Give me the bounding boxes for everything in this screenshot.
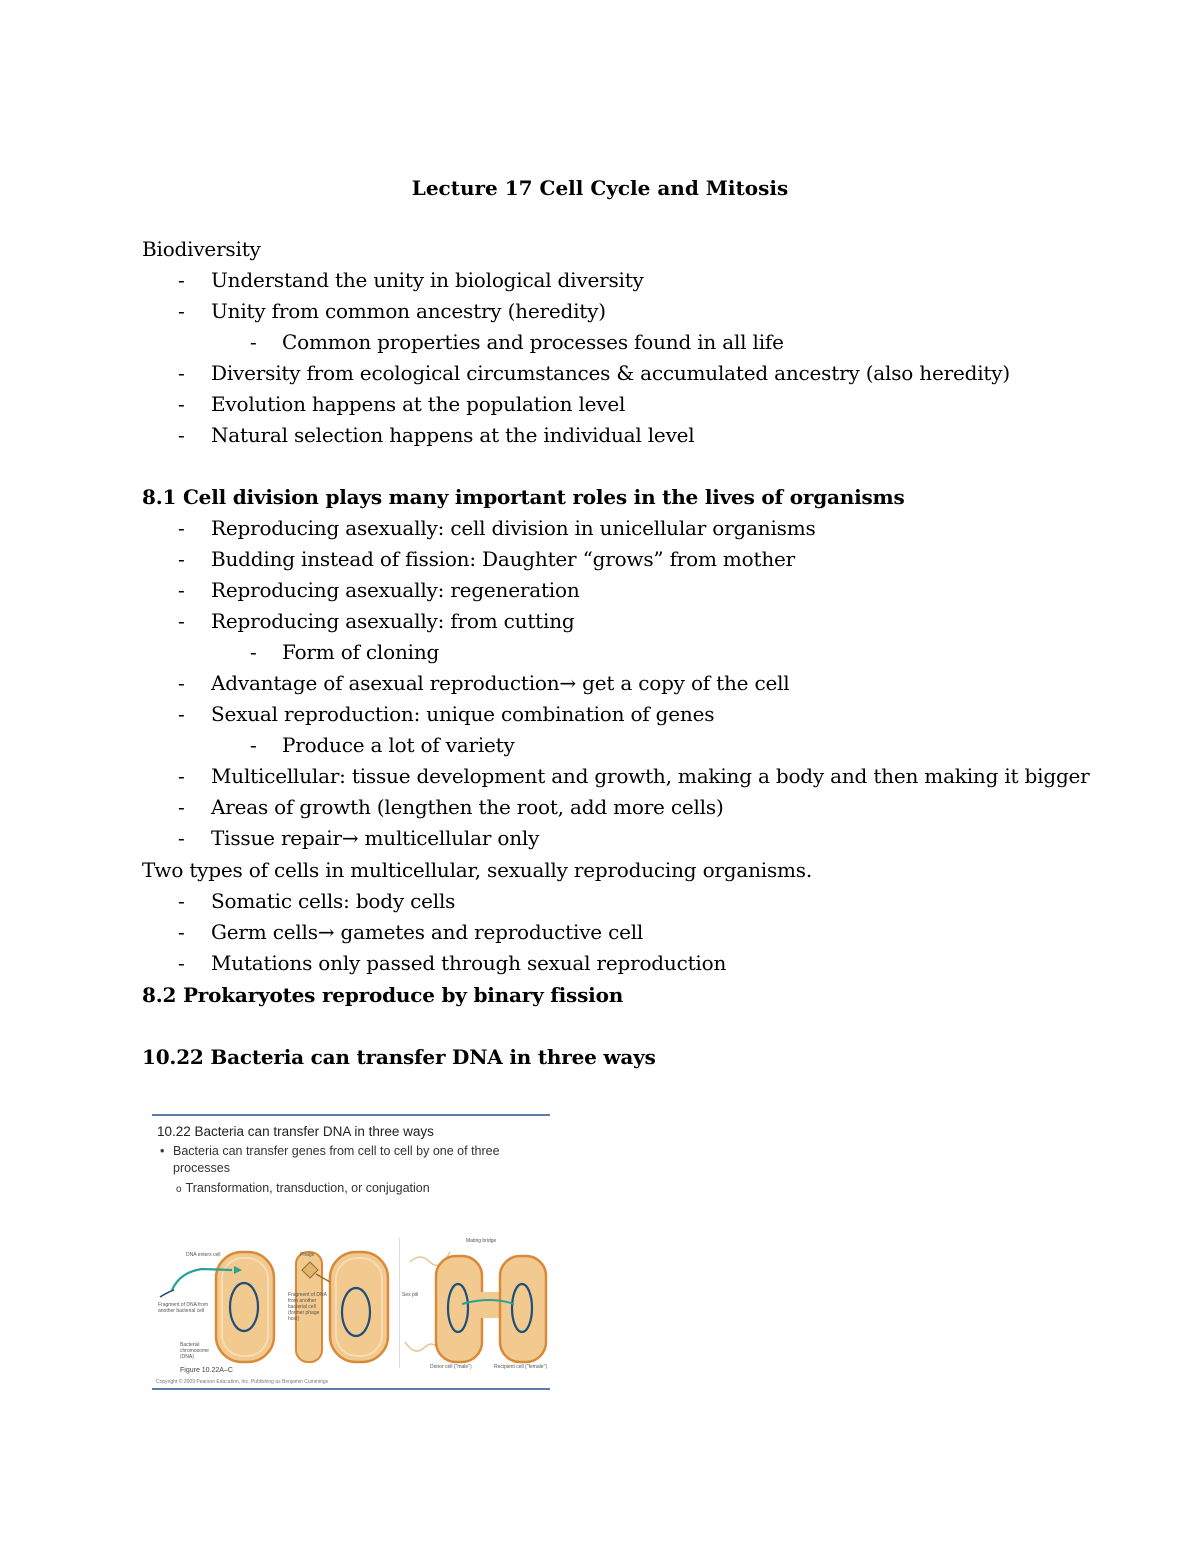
bullet-dash: - [178,826,185,850]
bullet-item [0,545,1200,573]
slide-copyright: Copyright © 2009 Pearson Education, Inc. Publishing as Benjamin Cummings [156,1379,329,1385]
label-dna-enters: DNA enters cell [186,1252,221,1258]
section-heading: 8.2 Prokaryotes reproduce by binary fission [142,983,624,1007]
section-heading: 10.22 Bacteria can transfer DNA in three ways [142,1045,656,1069]
bullet-item [0,793,1200,821]
bullet-dash: - [178,578,185,602]
bullet-text: Diversity from ecological circumstances & accumulated ancestry (also heredity) [211,361,1010,385]
bullet-dash: - [178,268,185,292]
slide-bullet-text: Bacteria can transfer genes from cell to cell by one of three processes [173,1144,500,1175]
bullet-dash: - [178,702,185,726]
bullet-text: Germ cells→ gametes and reproductive cell [211,920,644,944]
figure-caption: Figure 10.22A–C [180,1367,233,1374]
bullet-text: Sexual reproduction: unique combination of genes [211,702,715,726]
bullet-item [0,669,1200,697]
slide-bottom-rule [152,1388,550,1390]
dna-fragment [160,1290,174,1297]
bullet-text: Reproducing asexually: regeneration [211,578,580,602]
bullet-item [0,266,1200,294]
bullet-item [0,421,1200,449]
bullet-dash: - [178,951,185,975]
bullet-dash: - [178,609,185,633]
bullet-dash: - [178,423,185,447]
recipient-cell [500,1256,546,1362]
label-mating-bridge: Mating bridge [466,1238,497,1244]
bullet-text: Common properties and processes found in all life [282,330,784,354]
label-phage-fragment: Fragment of DNA from another bacterial cell (former phage host) [288,1292,327,1322]
bullet-item [0,700,1200,728]
bullet-dash: - [178,671,185,695]
bullet-item [0,297,1200,325]
bullet-dash: - [178,795,185,819]
bullet-text: Mutations only passed through sexual reproduction [211,951,727,975]
bullet-item [0,607,1200,635]
bullet-text: Form of cloning [282,640,440,664]
bullet-text: Evolution happens at the population level [211,392,626,416]
slide-sub-mark: o [176,1184,182,1195]
bullet-text: Produce a lot of variety [282,733,515,757]
bullet-item [0,359,1200,387]
bullet-dash: - [178,920,185,944]
bullet-text: Tissue repair→ multicellular only [211,826,540,850]
label-phage: Phage [300,1252,315,1258]
bullet-text: Areas of growth (lengthen the root, add more cells) [211,795,724,819]
bullet-text: Natural selection happens at the individual level [211,423,695,447]
bullet-item [0,824,1200,852]
bullet-dash: - [178,392,185,416]
bullet-item [0,576,1200,604]
label-recipient: Recipient cell ("female") [494,1364,548,1370]
bullet-dash: - [178,764,185,788]
conjugation-panel [399,1238,546,1368]
bullet-dash: - [178,547,185,571]
bullet-item [0,887,1200,915]
bullet-item [0,762,1200,790]
bullet-text: Advantage of asexual reproduction→ get a copy of the cell [211,671,790,695]
bullet-dash: - [178,516,185,540]
slide-bullet-mark: • [160,1144,165,1158]
bullet-dash: - [178,889,185,913]
bullet-dash: - [250,640,257,664]
body-paragraph: Two types of cells in multicellular, sexually reproducing organisms. [142,858,813,882]
bullet-text: Reproducing asexually: cell division in unicellular organisms [211,516,816,540]
bullet-item [0,918,1200,946]
bullet-dash: - [250,330,257,354]
bullet-dash: - [178,299,185,323]
bullet-dash: - [178,361,185,385]
donor-cell [436,1256,482,1362]
bullet-text: Somatic cells: body cells [211,889,456,913]
bullet-item [0,949,1200,977]
bullet-item [0,390,1200,418]
embedded-slide-figure [150,1112,552,1398]
bullet-text: Multicellular: tissue development and growth, making a body and then making it bigger [211,764,1090,788]
section-heading: 8.1 Cell division plays many important roles in the lives of organisms [142,485,905,509]
slide-sub-text: Transformation, transduction, or conjugation [185,1181,430,1195]
label-sex-pili: Sex pili [402,1292,419,1298]
body-paragraph: Biodiversity [142,237,261,261]
sub-bullet-item [0,731,1200,759]
label-fragment: Fragment of DNA from another bacterial cell [158,1302,209,1314]
bullet-item [0,514,1200,542]
bullet-text: Reproducing asexually: from cutting [211,609,575,633]
panel-divider [399,1238,400,1368]
sub-bullet-item [0,638,1200,666]
bullet-text: Unity from common ancestry (heredity) [211,299,606,323]
slide-title: 10.22 Bacteria can transfer DNA in three ways [157,1124,434,1139]
label-chromosome: Bacterial chromosome (DNA) [180,1342,209,1360]
bullet-text: Understand the unity in biological diversity [211,268,644,292]
document-title: Lecture 17 Cell Cycle and Mitosis [411,176,789,200]
bullet-text: Budding instead of fission: Daughter “grows” from mother [211,547,796,571]
label-donor: Donor cell ("male") [430,1364,472,1370]
sub-bullet-item [0,328,1200,356]
bullet-dash: - [250,733,257,757]
